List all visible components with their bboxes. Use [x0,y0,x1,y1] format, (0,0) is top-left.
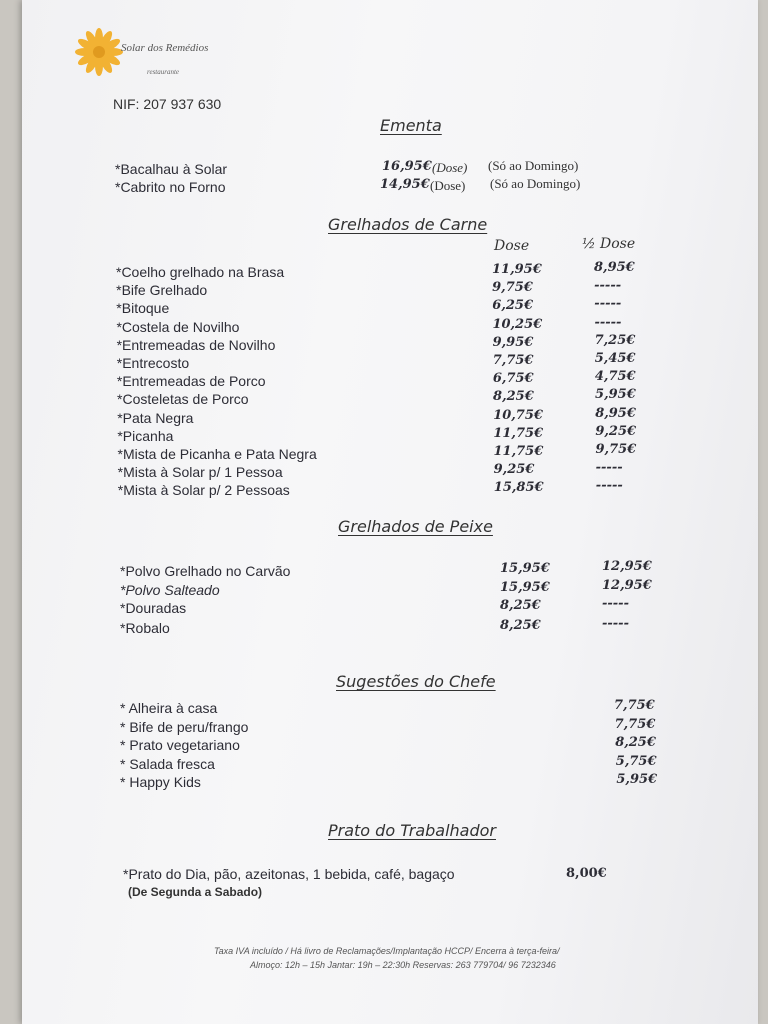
footer-line-2: Almoço: 12h – 15h Jantar: 19h – 22:30h Reservas: 263 779704/ 96 7232346 [250,960,556,970]
column-half-dose: ½ Dose [582,236,636,252]
peixe-item-half-price: 12,95€ [602,578,652,593]
carne-item-dose-price: 9,95€ [492,334,534,350]
carne-item-name: *Coelho grelhado na Brasa [116,264,285,280]
chefe-item-price: 8,25€ [615,735,656,750]
carne-item-dose-price: 10,75€ [493,407,543,423]
section-title-peixe: Grelhados de Peixe [338,517,493,536]
chefe-item-name: * Salada fresca [120,755,215,772]
peixe-item-name: *Robalo [120,620,170,636]
carne-item-dose-price: 15,85€ [493,480,544,496]
special-item-name: *Cabrito no Forno [115,179,226,195]
restaurant-logo [75,28,209,80]
chefe-item-price: 5,95€ [616,772,658,787]
special-item-dose: (Dose) [432,160,468,175]
peixe-item-name: *Polvo Grelhado no Carvão [120,563,291,579]
section-title-trabalhador: Prato do Trabalhador [328,821,496,840]
special-item-price: 16,95€ [382,159,432,174]
chefe-item-price: 5,75€ [615,753,657,769]
special-item-dose: (Dose) [430,178,466,193]
carne-item-dose-price: 7,75€ [492,353,534,368]
chefe-item-name: * Bife de peru/frango [120,718,249,735]
chefe-item-name: * Prato vegetariano [120,737,240,753]
carne-item-dose-price: 11,75€ [493,425,544,441]
chefe-item-price: 7,75€ [614,716,656,732]
carne-item-name: *Costeletas de Porco [117,391,249,408]
peixe-item-name: *Polvo Salteado [120,582,220,598]
carne-item-half-price: 7,25€ [594,332,636,348]
logo-name: Solar dos Remédios [121,42,209,54]
footer-line-1: Taxa IVA incluído / Há livro de Reclamações/Implantação HCCP/ Encerra à terça-feira/ [214,946,560,956]
carne-item-dose-price: 9,25€ [493,462,535,478]
carne-item-dose-price: 6,25€ [492,298,534,314]
carne-item-half-price: 5,45€ [594,351,636,366]
peixe-item-half-price: 12,95€ [602,559,652,574]
peixe-item-dose-price: 15,95€ [500,580,550,595]
carne-item-half-price: 4,75€ [594,369,636,385]
carne-item-half-price: 8,95€ [595,405,636,421]
carne-item-dose-price: 8,25€ [493,389,534,405]
peixe-item-dose-price: 8,25€ [500,598,541,613]
menu-title: Ementa [380,116,442,135]
carne-item-half-price: ----- [595,460,623,476]
carne-item-dose-price: 9,75€ [492,280,533,296]
special-item-note: (Só ao Domingo) [490,176,581,191]
carne-item-dose-price: 11,95€ [492,262,542,277]
carne-item-half-price: 9,25€ [595,423,637,439]
peixe-item-name: *Douradas [120,600,187,616]
peixe-item-dose-price: 8,25€ [500,618,541,633]
carne-item-name: *Entremeadas de Porco [116,373,266,390]
carne-item-name: *Mista à Solar p/ 2 Pessoas [117,482,290,499]
carne-item-name: *Costela de Novilho [116,318,240,335]
carne-item-half-price: 8,95€ [594,260,635,275]
carne-item-dose-price: 10,25€ [492,316,543,332]
worker-dish-note: (De Segunda a Sabado) [128,885,263,899]
special-item-note: (Só ao Domingo) [488,158,579,173]
carne-item-name: *Bife Grelhado [116,282,208,299]
carne-item-name: *Bitoque [116,300,170,317]
carne-item-name: *Entremeadas de Novilho [116,336,276,353]
section-title-carne: Grelhados de Carne [328,215,488,234]
nif-number: NIF: 207 937 630 [113,96,222,112]
worker-dish-price: 8,00€ [566,866,607,881]
carne-item-half-price: 5,95€ [595,387,636,403]
column-dose: Dose [494,238,530,254]
carne-item-half-price: ----- [594,278,622,294]
peixe-item-half-price: ----- [602,616,629,631]
carne-item-half-price: ----- [594,296,622,312]
carne-item-half-price: ----- [594,314,622,330]
logo-subtitle: restaurante [147,68,180,76]
worker-dish: *Prato do Dia, pão, azeitonas, 1 bebida, café, bagaço [123,866,455,882]
chefe-item-price: 7,75€ [614,698,655,713]
chefe-item-name: * Alheira à casa [120,700,218,716]
carne-item-half-price: ----- [595,478,623,494]
chefe-item-name: * Happy Kids [120,774,201,790]
carne-item-dose-price: 11,75€ [493,444,544,459]
carne-item-name: *Entrecosto [116,355,190,371]
carne-item-name: *Pata Negra [117,409,194,426]
sunflower-icon [75,28,123,80]
special-item-name: *Bacalhau à Solar [115,161,228,177]
special-item-price: 14,95€ [380,177,430,192]
carne-item-half-price: 9,75€ [595,442,637,457]
carne-item-name: *Picanha [117,427,174,444]
carne-item-name: *Mista à Solar p/ 1 Pessoa [117,464,283,481]
peixe-item-dose-price: 15,95€ [500,561,550,576]
section-title-chefe: Sugestões do Chefe [336,672,496,691]
carne-item-name: *Mista de Picanha e Pata Negra [117,446,317,462]
carne-item-dose-price: 6,75€ [492,371,534,387]
peixe-item-half-price: ----- [602,596,629,611]
